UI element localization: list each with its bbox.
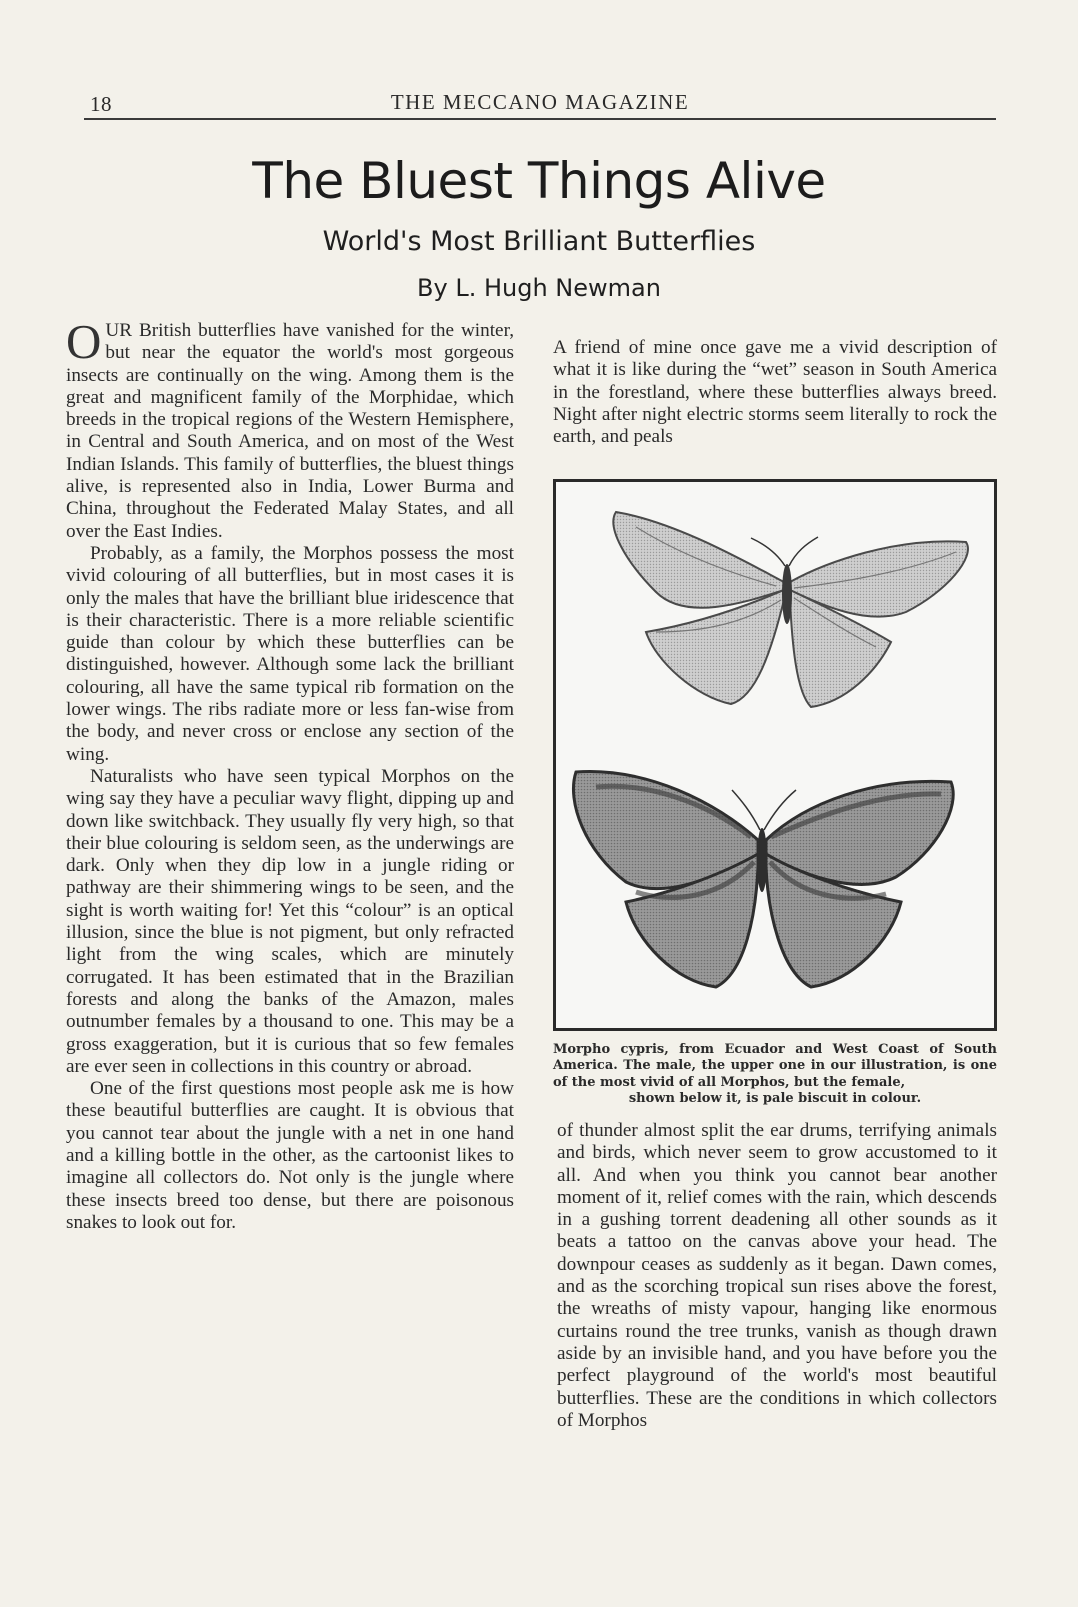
- paragraph: Naturalists who have seen typical Morphos on the wing say they have a peculiar wavy flight, dipping up and down like switchback. They usually fly very high, so that their blue colouring is seldom seen, as the underwings are dark. Only when they dip low in a jungle riding or pathway are their shimmering wings to be seen, and the sight is worth waiting for! Yet this “colour” is an optical illusion, since the blue is not pigment, but only refracted light from the wing scales, which are minutely corrugated. It has been estimated that in the Brazilian forests and along the banks of the Amazon, males outnumber females by a thousand to one. This may be a gross exaggeration, but it is curious that so few females are ever seen in collections in this country or abroad.: [66, 765, 514, 1077]
- paragraph: of thunder almost split the ear drums, terrifying animals and birds, which never seem to grow accustomed to it all. And when you think you cannot bear another moment of it, relief comes with the rain, which descends in a gushing torrent deadening all other sounds as it beats a tattoo on the canvas above your head. The downpour ceases as suddenly as it began. Dawn comes, and as the scorching tropical sun rises above the forest, the wreaths of misty vapour, hanging like enormous curtains round the tree trunks, vanish as though drawn aside by an invisible hand, and you have before you the perfect playground of the world's most beautiful butterflies. These are the conditions in which collectors of Morphos: [557, 1120, 997, 1431]
- magazine-title: THE MECCANO MAGAZINE: [390, 90, 690, 114]
- drop-cap: O: [66, 314, 102, 369]
- right-column-top: [553, 318, 997, 468]
- paragraph: One of the first questions most people ask me is how these beautiful butterflies are caught. It is obvious that you cannot tear about the jungle with a net in one hand and a killing bottle in the other, as the cartoonist likes to imagine all collectors do. Not only is the jungle where these insects breed too dense, but there are poisonous snakes to look out for.: [66, 1078, 514, 1233]
- butterfly-photograph: [553, 479, 997, 1031]
- right-column-bottom: [557, 1120, 997, 1432]
- paragraph: A friend of mine once gave me a vivid description of what it is like during the “wet” season in South America in the forestland, where these butterflies always breed. Night after night electric storms seem literally to rock the earth, and peals: [553, 337, 997, 448]
- page-header: [84, 88, 996, 120]
- figure-caption: [553, 1042, 997, 1107]
- left-column: [66, 314, 514, 1234]
- caption-text-last: shown below it, is pale biscuit in colour.: [628, 1090, 922, 1106]
- butterfly-image: [556, 482, 994, 1028]
- paragraph: [66, 314, 514, 543]
- article-title: The Bluest Things Alive: [252, 152, 826, 210]
- caption-text: Morpho cypris, from Ecuador and West Coast of South America. The male, the upper one in our illustration, is one of the most vivid of all Morphos, but the female,: [553, 1042, 997, 1090]
- paragraph: Probably, as a family, the Morphos possess the most vivid colouring of all butterflies, but in most cases it is only the males that have the brilliant blue iridescence that is their characteristic. There is a more reliable scientific guide than colour by which these butterflies can be distinguished, however. Although some lack the brilliant colouring, all have the same typical rib formation on the lower wings. The ribs radiate more or less fan-wise from the body, and never cross or enclose any section of the wing.: [66, 542, 514, 765]
- article-subtitle: World's Most Brilliant Butterflies: [322, 226, 756, 257]
- article-byline: By L. Hugh Newman: [417, 274, 661, 302]
- paragraph-text: UR British butterflies have vanished for the winter, but near the equator the world's most gorgeous insects are continually on the wing. Among them is the great and magnificent family of the Morphidae, which breeds in the tropical regions of the Western Hemisphere, in Central and South America, and on most of the West Indian Islands. This family of butterflies, the bluest things alive, is represented also in India, Lower Burma and China, throughout the Federated Malay States, and all over the East Indies.: [66, 320, 514, 542]
- page-number: 18: [90, 92, 112, 116]
